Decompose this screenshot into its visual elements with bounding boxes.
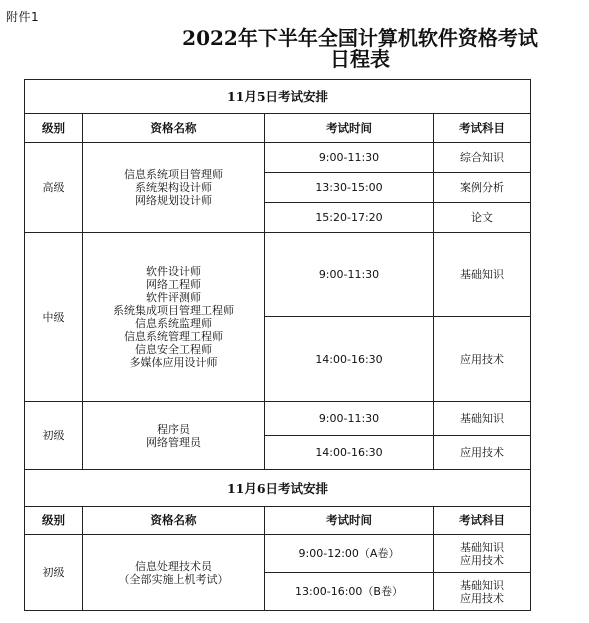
subject-cell: 基础知识 应用技术 xyxy=(434,535,531,573)
header-time: 考试时间 xyxy=(265,507,434,535)
column-header-row xyxy=(25,114,531,143)
header-subject: 考试科目 xyxy=(434,507,531,535)
title-line-1: 2022年下半年全国计算机软件资格考试 xyxy=(182,26,538,50)
time-cell: 14:00-16:30 xyxy=(265,317,434,402)
level-cell: 中级 xyxy=(25,233,83,402)
time-cell: 15:20-17:20 xyxy=(265,203,434,233)
level-cell: 初级 xyxy=(25,535,83,611)
header-level: 级别 xyxy=(25,114,83,143)
header-subject: 考试科目 xyxy=(434,114,531,143)
table-row xyxy=(25,535,531,573)
subject-cell: 基础知识 应用技术 xyxy=(434,573,531,611)
qualification-cell: 信息处理技术员 （全部实施上机考试） xyxy=(83,535,265,611)
time-cell: 9:00-11:30 xyxy=(265,402,434,436)
time-cell: 13:00-16:00（B卷） xyxy=(265,573,434,611)
attachment-label: 附件1 xyxy=(6,10,40,24)
qualification-cell: 程序员 网络管理员 xyxy=(83,402,265,470)
schedule-table xyxy=(24,79,531,611)
title-line-2: 日程表 xyxy=(330,47,390,71)
subject-cell: 论文 xyxy=(434,203,531,233)
header-level: 级别 xyxy=(25,507,83,535)
qualification-cell: 信息系统项目管理师 系统架构设计师 网络规划设计师 xyxy=(83,143,265,233)
subject-cell: 综合知识 xyxy=(434,143,531,173)
qualification-cell: 软件设计师 网络工程师 软件评测师 系统集成项目管理工程师 信息系统监理师 信息系统管理工程师 信息安全工程师 多媒体应用设计师 xyxy=(83,233,265,402)
table-row xyxy=(25,143,531,173)
section-title-day1: 11月5日考试安排 xyxy=(25,80,531,114)
subject-cell: 应用技术 xyxy=(434,436,531,470)
section-title-day2: 11月6日考试安排 xyxy=(25,470,531,507)
time-cell: 9:00-11:30 xyxy=(265,143,434,173)
subject-cell: 应用技术 xyxy=(434,317,531,402)
level-cell: 高级 xyxy=(25,143,83,233)
time-cell: 9:00-11:30 xyxy=(265,233,434,317)
subject-cell: 基础知识 xyxy=(434,402,531,436)
header-time: 考试时间 xyxy=(265,114,434,143)
subject-cell: 基础知识 xyxy=(434,233,531,317)
time-cell: 13:30-15:00 xyxy=(265,173,434,203)
subject-cell: 案例分析 xyxy=(434,173,531,203)
column-header-row xyxy=(25,507,531,535)
table-row xyxy=(25,402,531,436)
table-row xyxy=(25,233,531,317)
header-qualification: 资格名称 xyxy=(83,114,265,143)
section-header-row xyxy=(25,80,531,114)
level-cell: 初级 xyxy=(25,402,83,470)
time-cell: 14:00-16:30 xyxy=(265,436,434,470)
header-qualification: 资格名称 xyxy=(83,507,265,535)
page-title xyxy=(140,28,580,70)
time-cell: 9:00-12:00（A卷） xyxy=(265,535,434,573)
section-header-row xyxy=(25,470,531,507)
